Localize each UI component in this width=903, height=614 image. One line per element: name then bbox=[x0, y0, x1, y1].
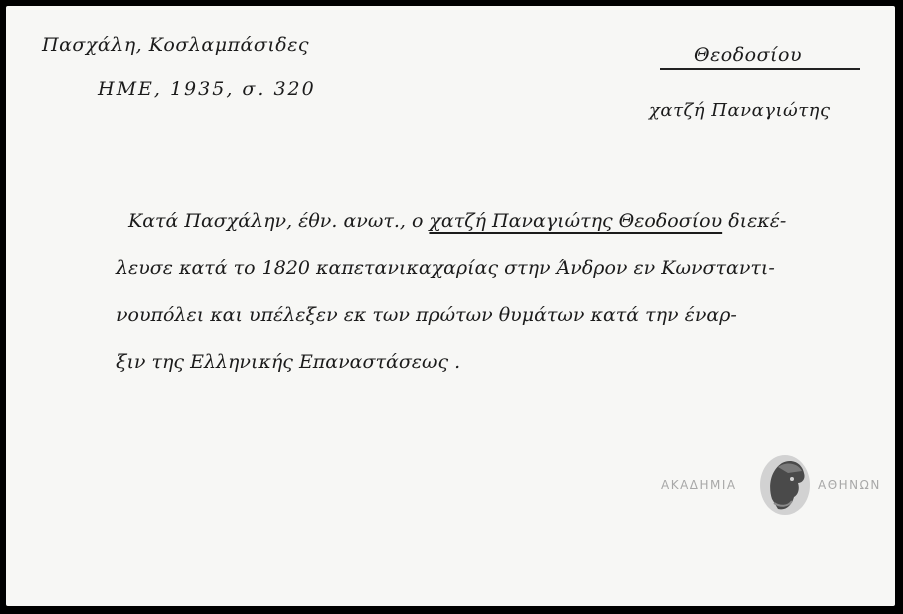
source-reference: HME, 1935, σ. 320 bbox=[98, 78, 316, 100]
body-line-1-start: Κατά Πασχάλην, έθν. ανωτ., ο bbox=[128, 210, 430, 232]
body-line-2: λευσε κατά το 1820 καπετανικαχαρίας στην Άνδρον εν Κωνσταντι- bbox=[116, 257, 775, 279]
stamp-text-right: ΑΘΗΝΩΝ bbox=[818, 478, 881, 492]
heading-underline bbox=[660, 68, 860, 70]
underlined-name: χατζή Παναγιώτης Θεοδοσίου bbox=[429, 210, 723, 232]
card-body bbox=[116, 198, 886, 386]
card-subheading: χατζή Παναγιώτης bbox=[649, 100, 831, 121]
source-author: Πασχάλη, Κοσλαμπάσιδες bbox=[42, 34, 310, 56]
body-line-3: νουπόλει και υπέλεξεν εκ των πρώτων θυμάτων κατά την έναρ- bbox=[116, 304, 737, 326]
card-heading: Θεοδοσίου bbox=[694, 44, 802, 66]
body-line-1 bbox=[116, 198, 886, 245]
body-line-4: ξιν της Ελληνικής Επαναστάσεως . bbox=[116, 351, 461, 373]
athena-head-icon bbox=[758, 453, 812, 517]
stamp-text-left: ΑΚΑΔΗΜΙΑ bbox=[661, 478, 737, 492]
body-line-1-end: διεκέ- bbox=[722, 210, 787, 232]
